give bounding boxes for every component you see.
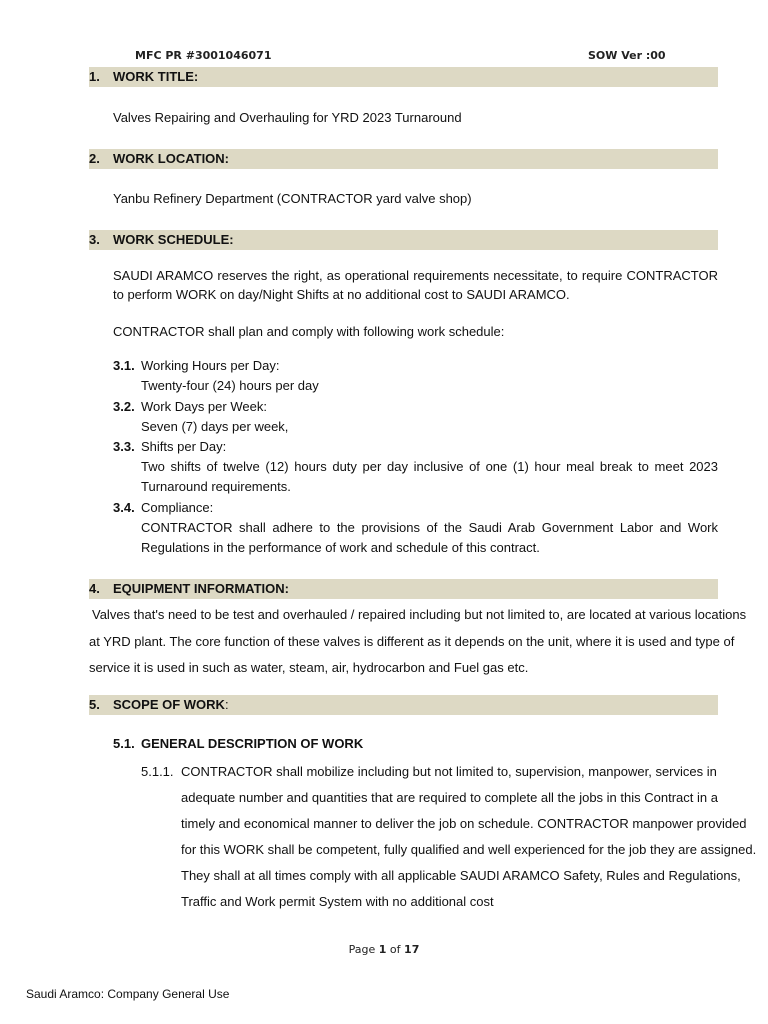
section-number: 4.	[89, 581, 100, 596]
item-detail: Twenty-four (24) hours per day	[141, 378, 319, 393]
section-number: 3.	[89, 232, 100, 247]
section-3-header	[89, 230, 718, 250]
pr-number: MFC PR #3001046071	[135, 49, 272, 62]
section-title	[113, 697, 229, 712]
item-number: 3.3.	[113, 439, 135, 454]
scope-line-2: adequate number and quantities that are required to complete all the jobs in this Contract in a	[181, 790, 718, 805]
schedule-item-3-3	[113, 437, 718, 497]
item-detail: Two shifts of twelve (12) hours duty per day inclusive of one (1) hour meal break to meet 2023 Turnaround requirements.	[141, 459, 718, 494]
section-number: 5.	[89, 697, 100, 712]
item-label: Compliance:	[141, 500, 214, 515]
scope-line-5: They shall at all times comply with all applicable SAUDI ARAMCO Safety, Rules and Regulations,	[181, 868, 741, 883]
schedule-item-3-1	[113, 356, 718, 396]
section-number: 1.	[89, 69, 100, 84]
schedule-paragraph-1: SAUDI ARAMCO reserves the right, as operational requirements necessitate, to require CONTRACTOR to perform WORK on day/Night Shifts at no additional cost to SAUDI ARAMCO.	[113, 268, 718, 302]
page-prefix: Page	[348, 943, 379, 956]
section-2-header	[89, 149, 718, 169]
schedule-item-3-2	[113, 397, 718, 437]
section-title: EQUIPMENT INFORMATION:	[113, 581, 289, 596]
scope-line-6: Traffic and Work permit System with no additional cost	[181, 894, 494, 909]
item-label: Work Days per Week:	[141, 399, 267, 414]
equipment-line-1: Valves that's need to be test and overhauled / repaired including but not limited to, are located at various locations	[92, 607, 747, 622]
section-title: WORK LOCATION:	[113, 151, 230, 166]
schedule-paragraph-2: CONTRACTOR shall plan and comply with following work schedule:	[113, 324, 505, 339]
page-current: 1	[378, 943, 387, 956]
sow-version: SOW Ver :00	[588, 49, 666, 62]
page-number	[0, 943, 768, 956]
section-title-colon: :	[224, 697, 229, 712]
scope-line-3: timely and economical manner to deliver the job on schedule. CONTRACTOR manpower provided	[181, 816, 747, 831]
equipment-line-3: service it is used in such as water, steam, air, hydrocarbon and Fuel gas etc.	[89, 660, 529, 675]
page-total: 17	[404, 943, 420, 956]
classification-label: Saudi Aramco: Company General Use	[26, 987, 230, 1001]
item-detail: Seven (7) days per week,	[141, 419, 289, 434]
subsection-5-1-title: GENERAL DESCRIPTION OF WORK	[141, 736, 364, 751]
item-label: Working Hours per Day:	[141, 358, 280, 373]
section-5-header	[89, 695, 718, 715]
item-number: 3.4.	[113, 500, 135, 515]
item-detail: CONTRACTOR shall adhere to the provisions of the Saudi Arab Government Labor and Work Regulations in the performance of work and schedule of this contract.	[141, 520, 718, 555]
subsection-5-1-number: 5.1.	[113, 736, 135, 751]
section-title: WORK SCHEDULE:	[113, 232, 234, 247]
section-title-text: SCOPE OF WORK	[113, 697, 225, 712]
item-number: 3.1.	[113, 358, 135, 373]
scope-line-1: CONTRACTOR shall mobilize including but not limited to, supervision, manpower, services in	[181, 764, 717, 779]
schedule-item-3-4	[113, 498, 718, 558]
section-4-header	[89, 579, 718, 599]
section-number: 2.	[89, 151, 100, 166]
equipment-line-2: at YRD plant. The core function of these valves is different as it depends on the unit, where it is used and type of	[89, 634, 735, 649]
scope-line-4: for this WORK shall be competent, fully qualified and well experienced for the job they are assigned.	[181, 842, 757, 857]
item-5-1-1-number: 5.1.1.	[141, 764, 174, 779]
work-title-text: Valves Repairing and Overhauling for YRD 2023 Turnaround	[113, 110, 462, 125]
page-of: of	[386, 943, 405, 956]
section-1-header	[89, 67, 718, 87]
section-title: WORK TITLE:	[113, 69, 199, 84]
item-number: 3.2.	[113, 399, 135, 414]
work-location-text: Yanbu Refinery Department (CONTRACTOR yard valve shop)	[113, 191, 472, 206]
item-label: Shifts per Day:	[141, 439, 227, 454]
